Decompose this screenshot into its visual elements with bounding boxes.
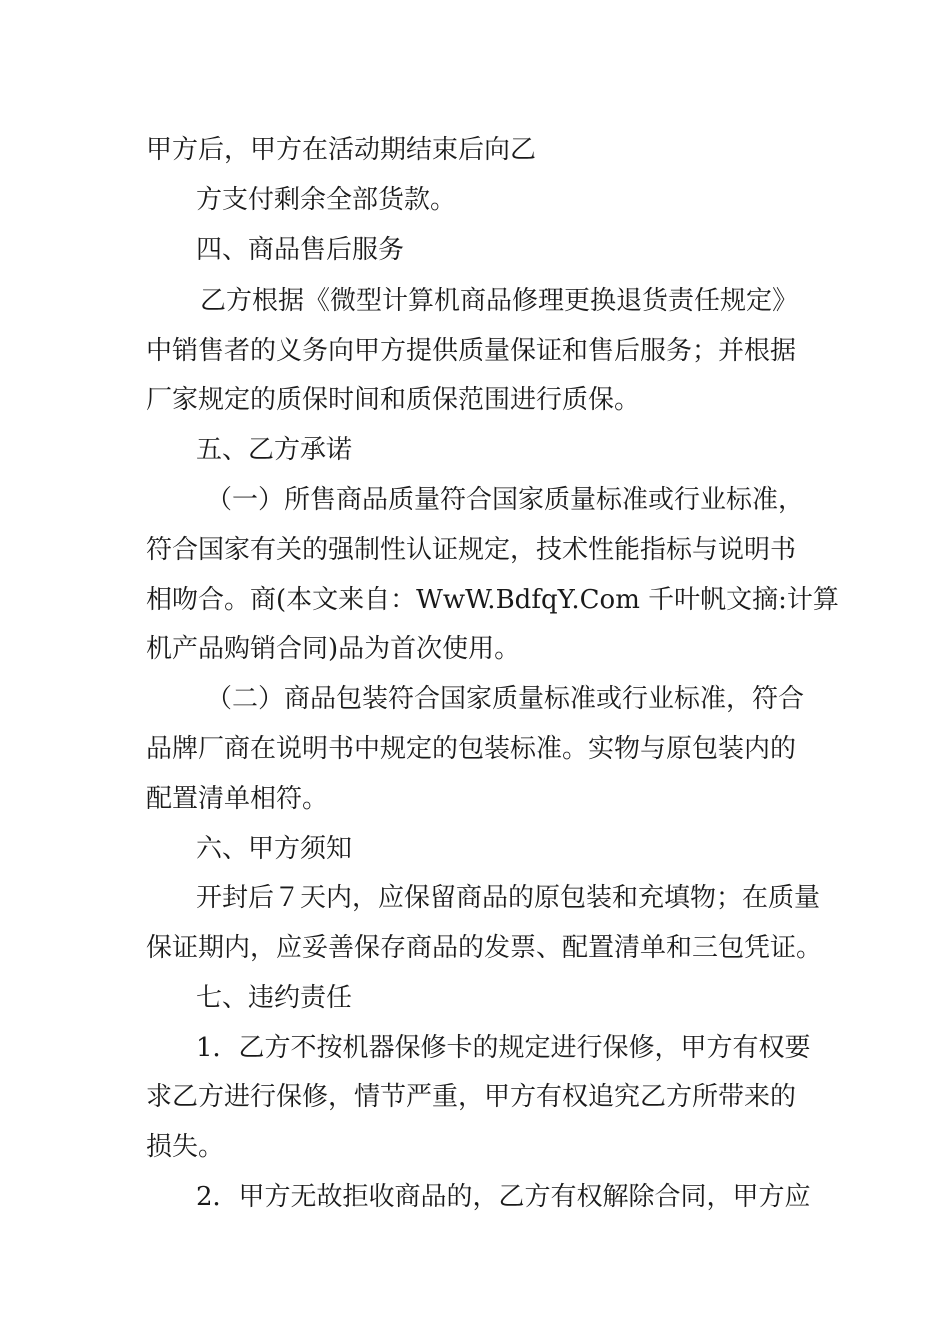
text-line: 机产品购销合同)品为首次使用。	[146, 634, 521, 664]
text-line: 损失。	[146, 1132, 225, 1162]
text-line: 相吻合。商(本文来自：WwW.BdfqY.Com 千叶帆文摘:计算	[146, 585, 839, 615]
text-line: 开封后７天内，应保留商品的原包装和充填物；在质量	[196, 883, 821, 913]
text-line: 符合国家有关的强制性认证规定，技术性能指标与说明书	[146, 535, 797, 565]
section-heading: 四、商品售后服务	[196, 235, 405, 265]
text-line: 乙方根据《微型计算机商品修理更换退货责任规定》	[200, 286, 799, 316]
text-line: 甲方后，甲方在活动期结束后向乙	[146, 135, 537, 165]
text-line: 配置清单相符。	[146, 784, 329, 814]
text-line: 求乙方进行保修，情节严重，甲方有权追究乙方所带来的	[146, 1082, 797, 1112]
text-line: 保证期内，应妥善保存商品的发票、配置清单和三包凭证。	[146, 933, 823, 963]
text-line: 方支付剩余全部货款。	[196, 185, 457, 215]
section-heading: 七、违约责任	[196, 983, 353, 1013]
text-line: （二）商品包装符合国家质量标准或行业标准，符合	[206, 684, 805, 714]
text-line: 中销售者的义务向甲方提供质量保证和售后服务；并根据	[146, 336, 797, 366]
text-line: 品牌厂商在说明书中规定的包装标准。实物与原包装内的	[146, 734, 797, 764]
section-heading: 六、甲方须知	[196, 834, 353, 864]
text-line: 厂家规定的质保时间和质保范围进行质保。	[146, 385, 641, 415]
section-heading: 五、乙方承诺	[196, 435, 353, 465]
text-line: 2．甲方无故拒收商品的，乙方有权解除合同，甲方应	[196, 1182, 811, 1212]
text-line: 1．乙方不按机器保修卡的规定进行保修，甲方有权要	[196, 1033, 811, 1063]
text-line: （一）所售商品质量符合国家质量标准或行业标准，	[206, 485, 805, 515]
